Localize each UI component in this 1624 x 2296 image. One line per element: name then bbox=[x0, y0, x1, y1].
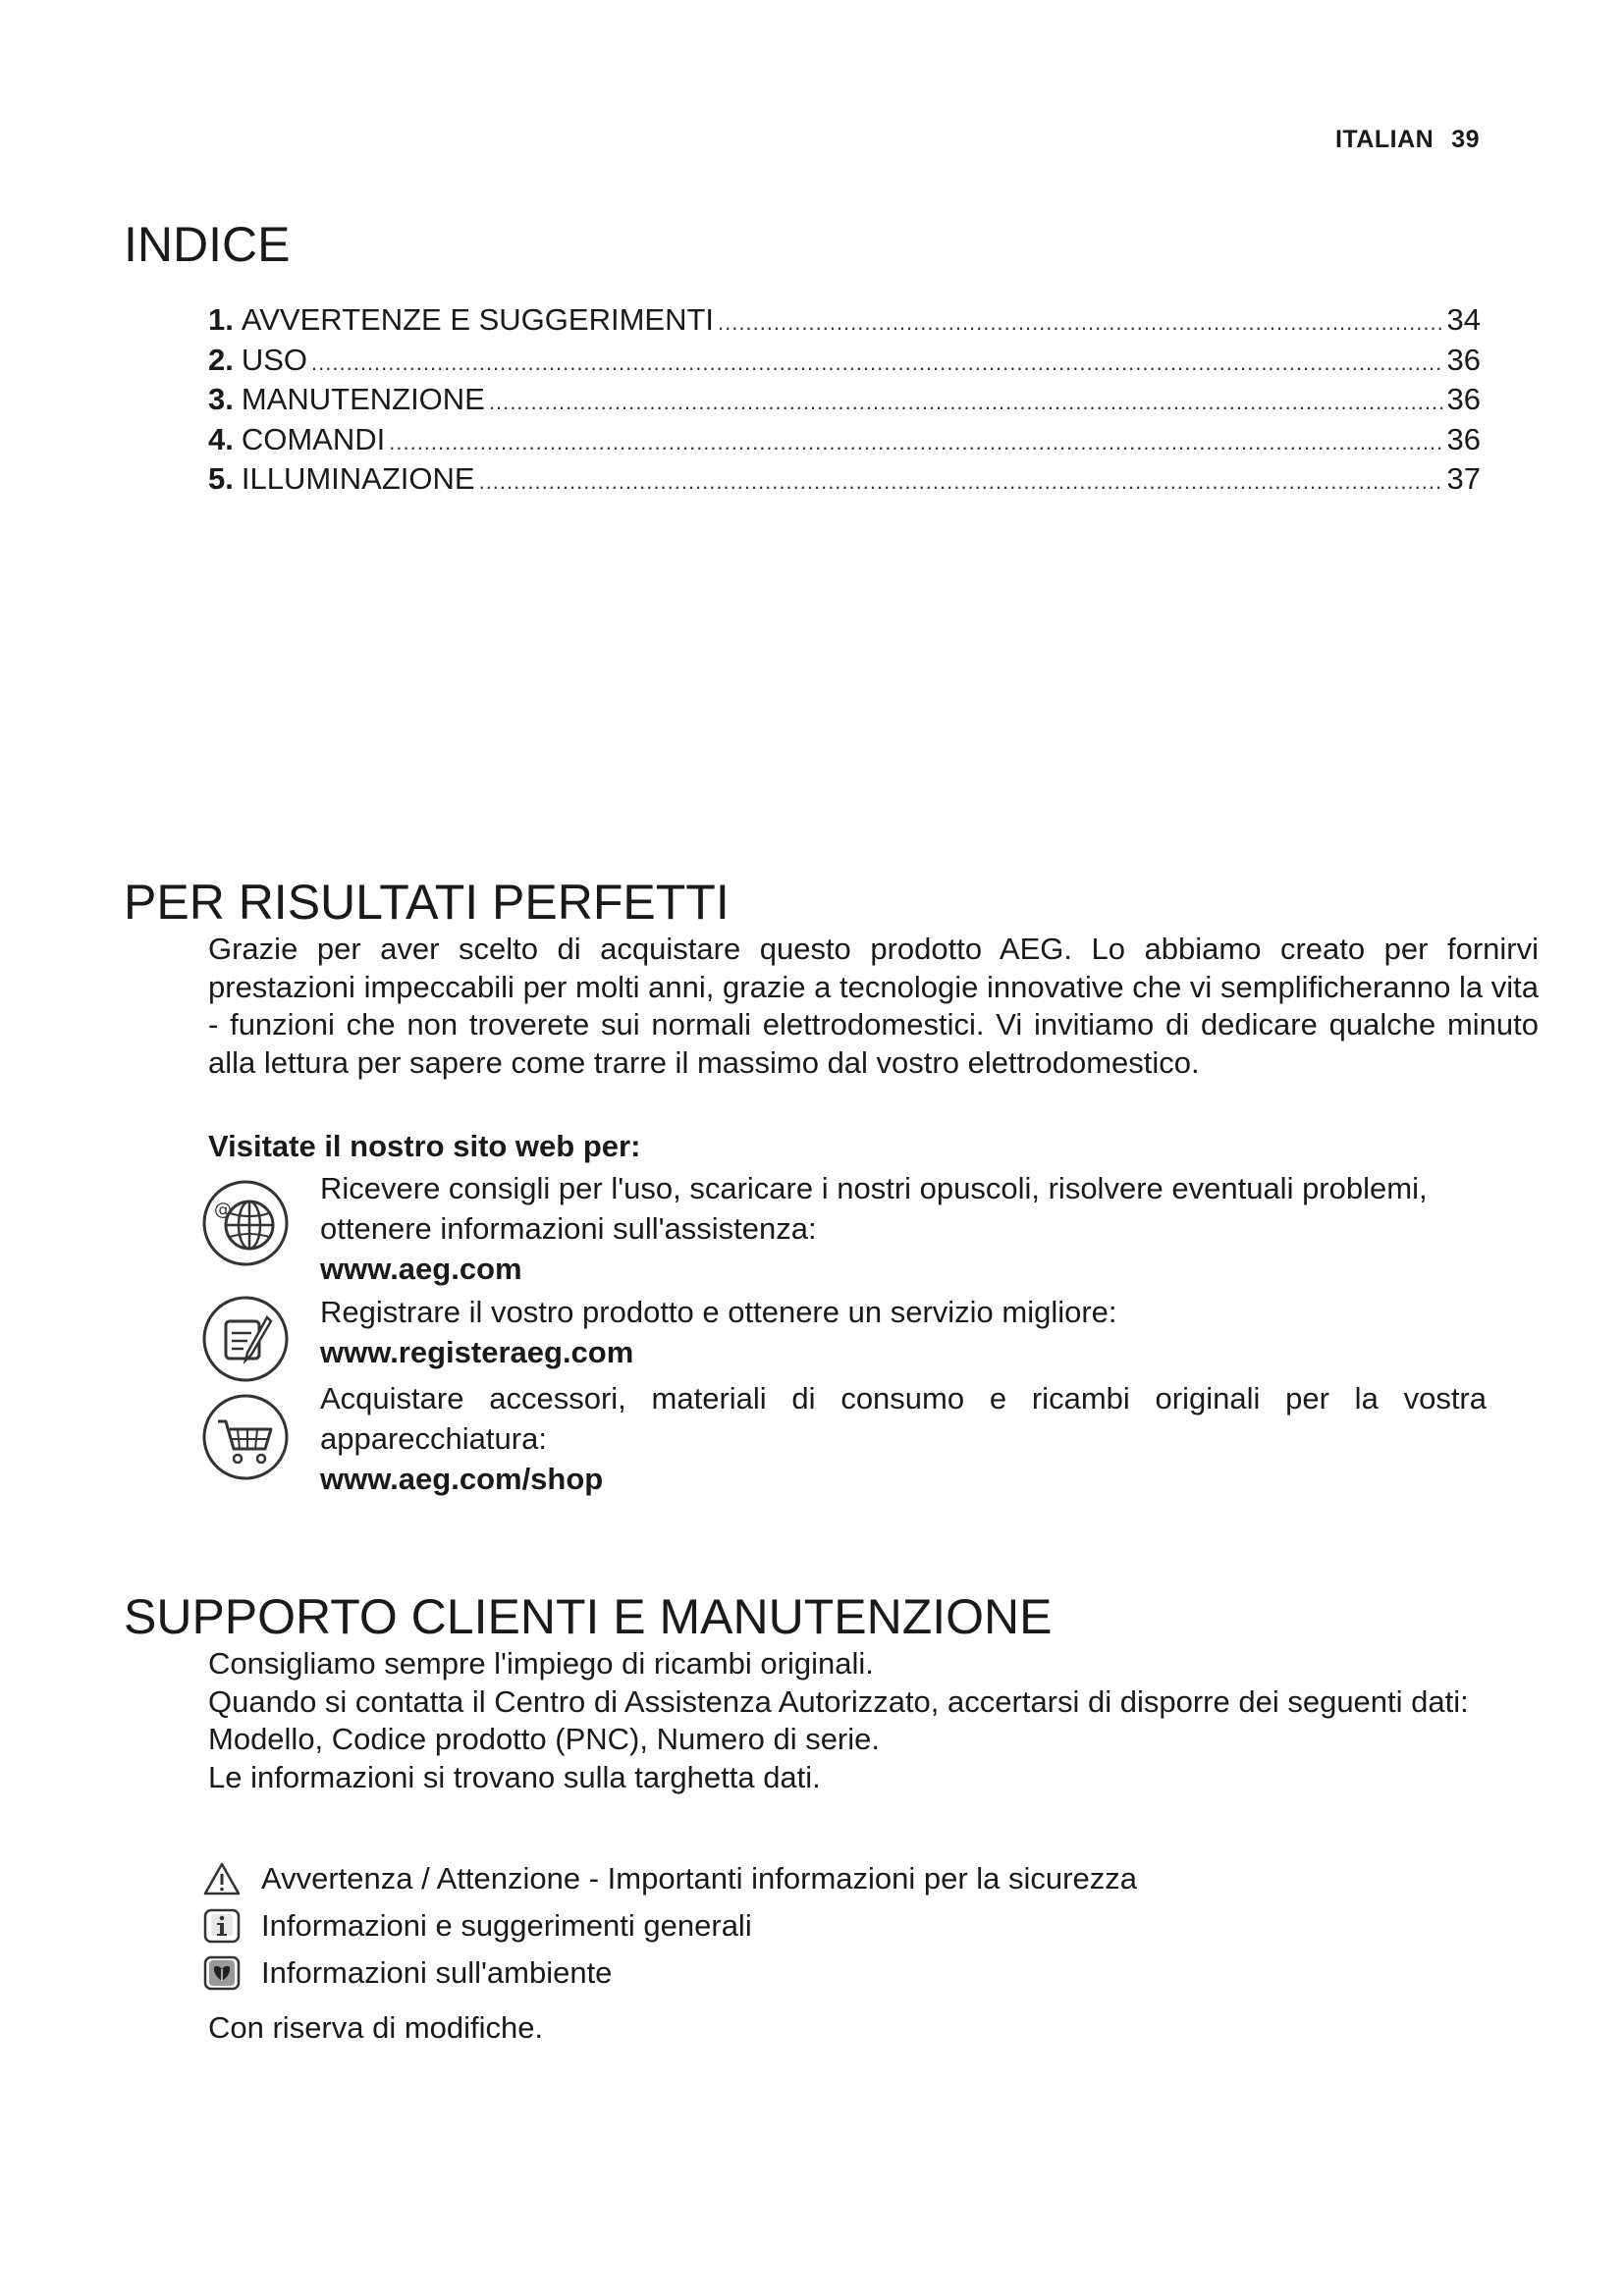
supporto-title: SUPPORTO CLIENTI E MANUTENZIONE bbox=[124, 1589, 1053, 1644]
supporto-line-3: Le informazioni si trovano sulla targhetta dati. bbox=[208, 1759, 821, 1794]
web-link-aeg[interactable]: www.aeg.com bbox=[320, 1252, 522, 1286]
symbol-label: Informazioni e suggerimenti generali bbox=[261, 1908, 752, 1943]
toc-item-1 bbox=[208, 302, 1481, 343]
web-item-shop bbox=[200, 1378, 1487, 1506]
web-item-info bbox=[200, 1168, 1487, 1296]
web-item-register bbox=[200, 1292, 1487, 1380]
toc-page: 36 bbox=[1446, 342, 1481, 377]
web-item-text bbox=[320, 1168, 1487, 1289]
revision-note: Con riserva di modifiche. bbox=[208, 2010, 544, 2045]
table-of-contents bbox=[208, 302, 1481, 502]
toc-label: AVVERTENZE E SUGGERIMENTI bbox=[241, 302, 715, 337]
page-header bbox=[1335, 126, 1480, 154]
toc-item-2 bbox=[208, 343, 1481, 383]
toc-number: 4. bbox=[208, 421, 234, 456]
warning-icon bbox=[202, 1861, 242, 1896]
cart-icon bbox=[200, 1392, 291, 1482]
svg-text:@: @ bbox=[214, 1200, 232, 1220]
supporto-line-2: Quando si contatta il Centro di Assistenza Autorizzato, accertarsi di disporre dei seguenti dati: Modello, Codice prodotto (PNC), Numero di serie. bbox=[208, 1683, 1469, 1756]
supporto-text bbox=[208, 1645, 1543, 1796]
toc-label: MANUTENZIONE bbox=[241, 382, 485, 416]
toc-item-3 bbox=[208, 382, 1481, 422]
toc-number: 5. bbox=[208, 461, 234, 496]
toc-page: 36 bbox=[1446, 421, 1481, 456]
toc-label: ILLUMINAZIONE bbox=[241, 461, 475, 496]
toc-number: 3. bbox=[208, 382, 234, 416]
toc-label: COMANDI bbox=[241, 421, 386, 456]
globe-icon bbox=[200, 1178, 291, 1268]
toc-leader bbox=[479, 469, 1443, 495]
toc-number: 2. bbox=[208, 342, 234, 377]
perfetti-text: Grazie per aver scelto di acquistare questo prodotto AEG. Lo abbiamo creato per fornirvi prestazioni impeccabili per molti anni, grazie a tecnologie innovative che vi semplificheranno la vita - funzioni che non troverete sui normali elettrodomestici. Vi invitiamo di dedicare qualche minuto alla lettura per sapere come trarre il massimo dal vostro elettrodomestico. bbox=[208, 932, 1539, 1080]
web-item-text bbox=[320, 1378, 1487, 1499]
symbol-legend bbox=[202, 1855, 1137, 1997]
web-item-text bbox=[320, 1292, 1487, 1372]
web-link-register[interactable]: www.registeraeg.com bbox=[320, 1335, 634, 1369]
web-link-shop[interactable]: www.aeg.com/shop bbox=[320, 1462, 604, 1496]
symbol-label: Avvertenza / Attenzione - Importanti informazioni per la sicurezza bbox=[261, 1861, 1137, 1896]
symbol-label: Informazioni sull'ambiente bbox=[261, 1955, 613, 1990]
toc-number: 1. bbox=[208, 302, 234, 337]
toc-item-4 bbox=[208, 422, 1481, 462]
web-item-description: Registrare il vostro prodotto e ottenere un servizio migliore: bbox=[320, 1295, 1117, 1329]
visit-title: Visitate il nostro sito web per: bbox=[208, 1129, 641, 1163]
symbol-row-info bbox=[202, 1902, 1137, 1949]
toc-page: 36 bbox=[1446, 382, 1481, 416]
symbol-row-environment bbox=[202, 1949, 1137, 1997]
environment-icon bbox=[202, 1955, 242, 1991]
web-item-description: Acquistare accessori, materiali di consumo e ricambi originali per la vostra apparecchiatura: bbox=[320, 1381, 1487, 1456]
toc-item-5 bbox=[208, 461, 1481, 502]
toc-page: 34 bbox=[1446, 302, 1481, 337]
toc-page: 37 bbox=[1446, 461, 1481, 496]
toc-label: USO bbox=[241, 342, 308, 377]
toc-leader bbox=[489, 390, 1443, 415]
header-page-number: 39 bbox=[1451, 126, 1480, 153]
info-icon bbox=[202, 1908, 242, 1944]
symbol-row-warning bbox=[202, 1855, 1137, 1902]
toc-leader bbox=[718, 310, 1443, 336]
toc-leader bbox=[311, 350, 1442, 376]
perfetti-title: PER RISULTATI PERFETTI bbox=[124, 875, 730, 930]
web-item-description: Ricevere consigli per l'uso, scaricare i nostri opuscoli, risolvere eventuali problemi, ottenere informazioni sull'assistenza: bbox=[320, 1171, 1428, 1246]
indice-title: INDICE bbox=[124, 217, 291, 272]
toc-leader bbox=[389, 430, 1442, 455]
supporto-line-1: Consigliamo sempre l'impiego di ricambi originali. bbox=[208, 1646, 874, 1681]
register-icon bbox=[200, 1294, 291, 1384]
header-language: ITALIAN bbox=[1334, 126, 1435, 153]
